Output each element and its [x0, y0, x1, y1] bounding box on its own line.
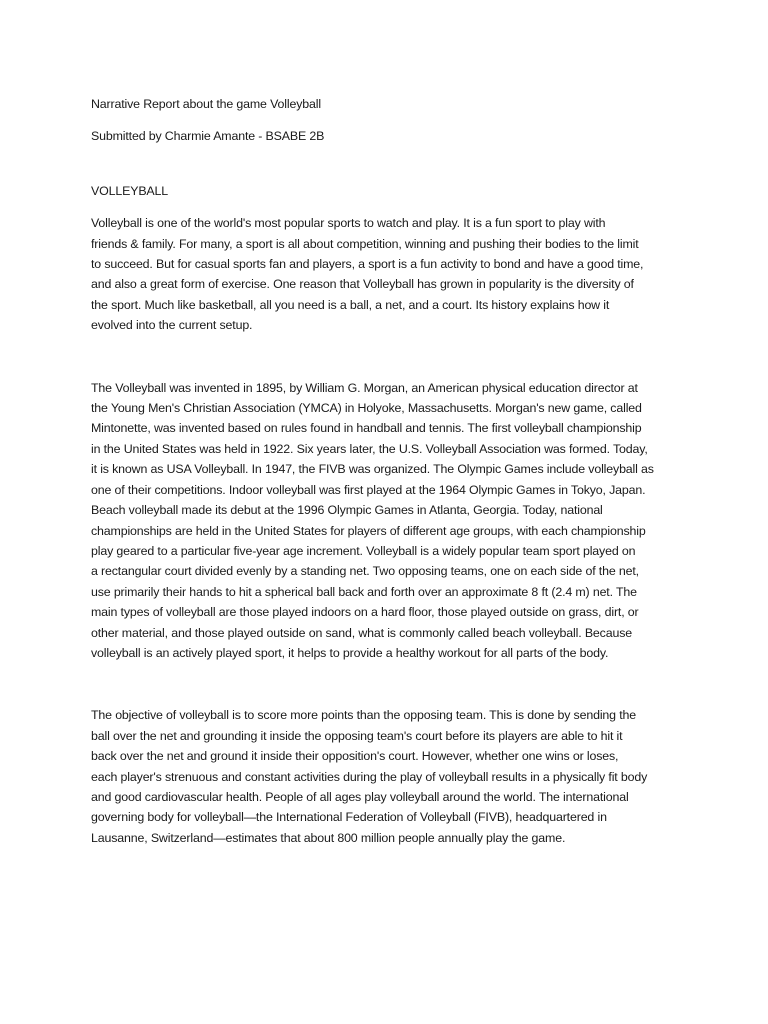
paragraph-line: the sport. Much like basketball, all you need is a ball, a net, and a court. Its history explains how it — [91, 297, 610, 312]
paragraph-line: one of their competitions. Indoor volleyball was first played at the 1964 Olympic Games in Tokyo, Japan. — [91, 482, 646, 497]
paragraph-line: Beach volleyball made its debut at the 1996 Olympic Games in Atlanta, Georgia. Today, national — [91, 503, 603, 518]
paragraph-line: The Volleyball was invented in 1895, by William G. Morgan, an American physical education director at — [91, 380, 638, 395]
paragraph-line: play geared to a particular five-year age increment. Volleyball is a widely popular team sport played on — [91, 543, 636, 558]
paragraph-line: a rectangular court divided evenly by a standing net. Two opposing teams, one on each side of the net, — [91, 564, 639, 579]
paragraph-line: in the United States was held in 1922. Six years later, the U.S. Volleyball Association was formed. Today, — [91, 441, 648, 456]
paragraph-line: back over the net and ground it inside their opposition's court. However, whether one wins or loses, — [91, 749, 619, 764]
document-title: Narrative Report about the game Volleyball — [91, 97, 321, 111]
paragraph-line: Volleyball is one of the world's most popular sports to watch and play. It is a fun sport to play with — [91, 216, 606, 231]
paragraph-intro — [91, 213, 683, 335]
paragraph-history — [91, 378, 683, 664]
paragraph-line: each player's strenuous and constant activities during the play of volleyball results in a physically fit body — [91, 769, 648, 784]
paragraph-line: Lausanne, Switzerland—estimates that about 800 million people annually play the game. — [91, 830, 566, 845]
paragraph-line: to succeed. But for casual sports fan and players, a sport is a fun activity to bond and have a good time, — [91, 257, 644, 272]
paragraph-line: governing body for volleyball—the International Federation of Volleyball (FIVB), headquartered in — [91, 810, 607, 825]
paragraph-line: the Young Men's Christian Association (YMCA) in Holyoke, Massachusetts. Morgan's new game, called — [91, 401, 642, 416]
paragraph-line: it is known as USA Volleyball. In 1947, the FIVB was organized. The Olympic Games include volleyball as — [91, 462, 654, 477]
paragraph-line: and good cardiovascular health. People of all ages play volleyball around the world. The international — [91, 789, 629, 804]
paragraph-line: other material, and those played outside on sand, what is commonly called beach volleyball. Because — [91, 625, 632, 640]
paragraph-line: ball over the net and grounding it inside the opposing team's court before its players are able to hit it — [91, 728, 623, 743]
paragraph-line: The objective of volleyball is to score more points than the opposing team. This is done by sending the — [91, 708, 636, 723]
paragraph-line: and also a great form of exercise. One reason that Volleyball has grown in popularity is the diversity of — [91, 277, 634, 292]
paragraph-line: evolved into the current setup. — [91, 318, 253, 333]
paragraph-objective — [91, 705, 683, 848]
document-body — [91, 94, 683, 848]
paragraph-line: use primarily their hands to hit a spherical ball back and forth over an approximate 8 ft (2.4 m) net. The — [91, 584, 637, 599]
submitted-by: Submitted by Charmie Amante - BSABE 2B — [91, 129, 325, 144]
section-heading: VOLLEYBALL — [91, 183, 169, 198]
paragraph-line: Mintonette, was invented based on rules found in handball and tennis. The first volleyball championship — [91, 421, 642, 436]
paragraph-line: main types of volleyball are those played indoors on a hard floor, those played outside on grass, dirt, or — [91, 605, 639, 620]
paragraph-line: volleyball is an actively played sport, it helps to provide a healthy workout for all parts of the body. — [91, 645, 609, 660]
paragraph-line: championships are held in the United States for players of different age groups, with each championship — [91, 523, 646, 538]
paragraph-line: friends & family. For many, a sport is all about competition, winning and pushing their bodies to the limit — [91, 236, 639, 251]
